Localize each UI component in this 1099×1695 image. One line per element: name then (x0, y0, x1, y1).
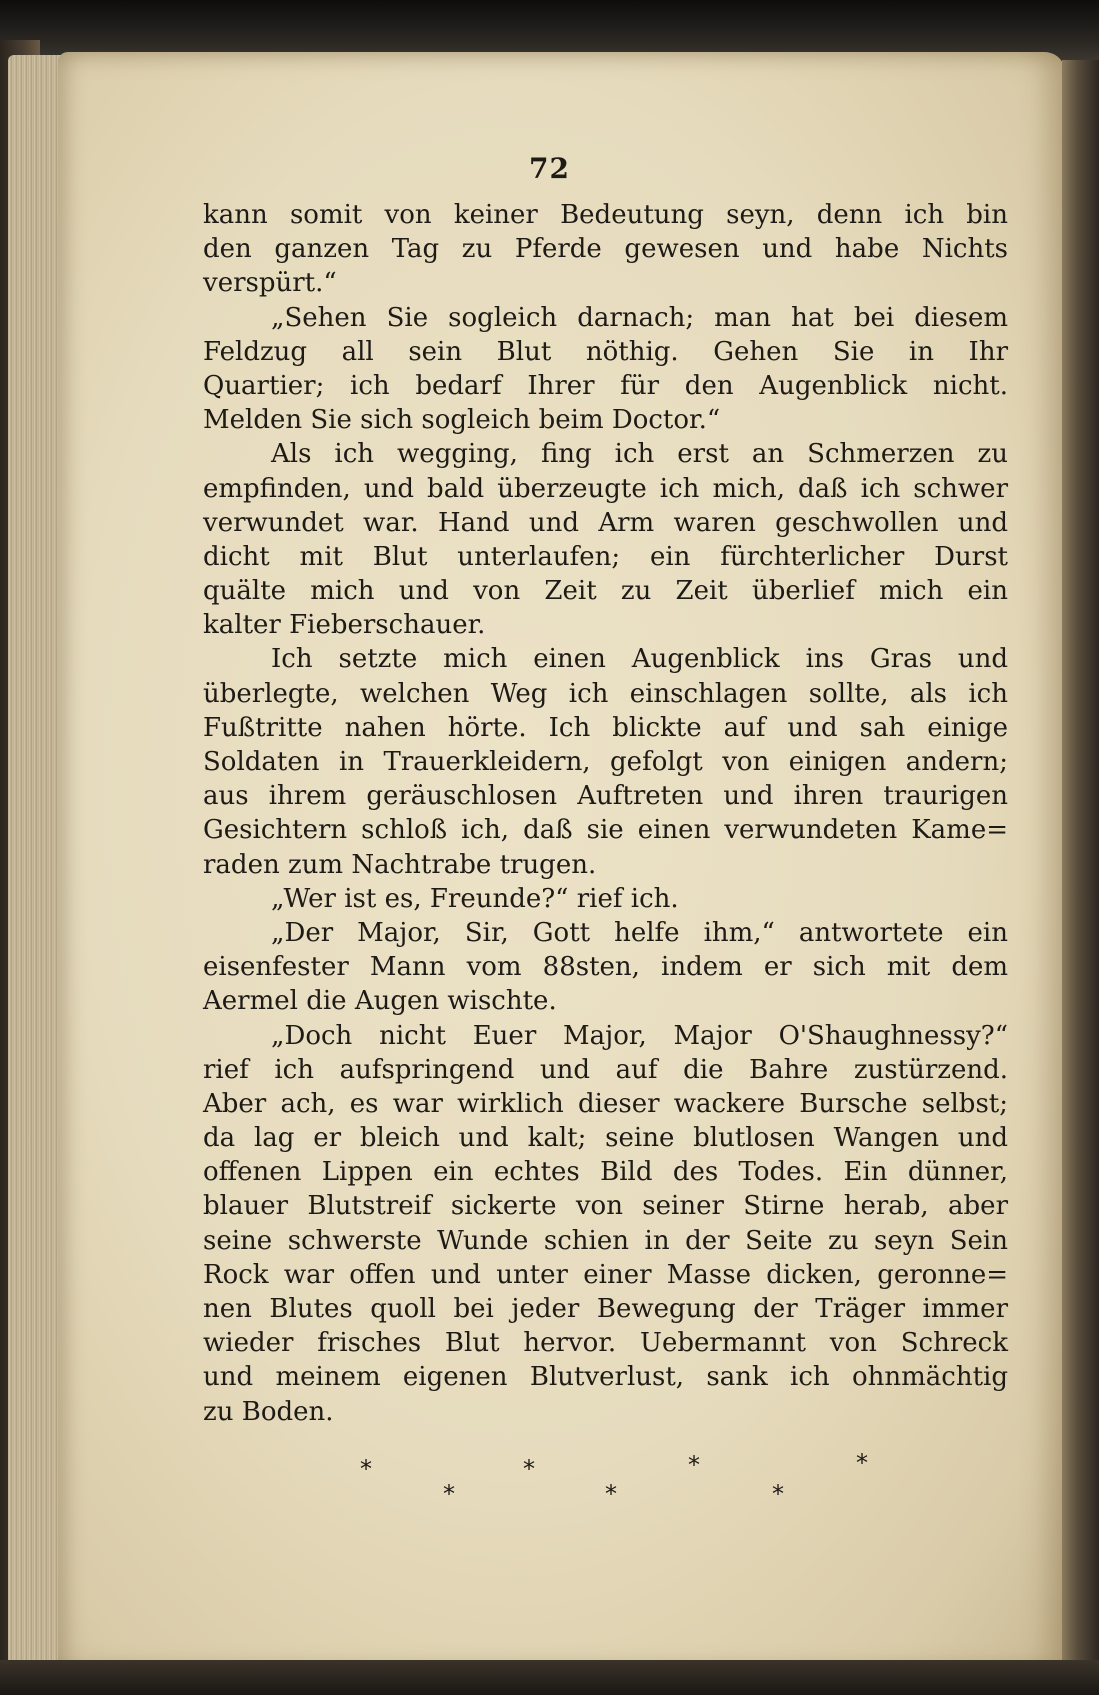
text-line: quälte mich und von Zeit zu Zeit überlief mich ein (203, 576, 1008, 607)
text-line: den ganzen Tag zu Pferde gewesen und habe Nichts (203, 234, 1008, 265)
right-page-edge (1062, 60, 1099, 1660)
text-line: Rock war offen und unter einer Masse dicken, geronne= (203, 1259, 1008, 1290)
text-line: wieder frisches Blut hervor. Uebermannt von Schreck (203, 1328, 1008, 1359)
text-line: rief ich aufspringend und auf die Bahre zustürzend. (203, 1054, 1008, 1085)
text-line: blauer Blutstreif sickerte von seiner Stirne herab, aber (203, 1191, 1008, 1222)
text-line: zu Boden. (203, 1396, 334, 1427)
text-line: Fußtritte nahen hörte. Ich blickte auf und sah einige (203, 712, 1008, 743)
separator-asterisk: * (772, 1480, 784, 1508)
text-line: Aermel die Augen wischte. (203, 986, 557, 1017)
page-number: 72 (529, 152, 570, 185)
text-line: Quartier; ich bedarf Ihrer für den Augenblick nicht. (203, 370, 1008, 401)
text-line: und meinem eigenen Blutverlust, sank ich ohnmächtig (203, 1362, 1008, 1393)
separator-asterisk: * (688, 1451, 700, 1479)
text-line: Ich setzte mich einen Augenblick ins Gras und (271, 644, 1008, 675)
text-line: überlegte, welchen Weg ich einschlagen sollte, als ich (203, 678, 1008, 709)
text-line: dicht mit Blut unterlaufen; ein fürchterlicher Durst (203, 541, 1008, 572)
separator-asterisk: * (605, 1480, 617, 1508)
text-line: nen Blutes quoll bei jeder Bewegung der Träger immer (203, 1294, 1008, 1324)
text-line: „Der Major, Sir, Gott helfe ihm,“ antwortete ein (271, 917, 1008, 948)
separator-asterisk: * (523, 1455, 535, 1483)
bottom-shadow (0, 1660, 1099, 1695)
text-line: „Wer ist es, Freunde?“ rief ich. (271, 883, 679, 914)
separator-asterisk: * (443, 1480, 455, 1508)
text-line: empfinden, und bald überzeugte ich mich, daß ich schwer (203, 473, 1008, 504)
text-line: seine schwerste Wunde schien in der Seite zu seyn Sein (203, 1225, 1008, 1256)
text-line: eisenfester Mann vom 88sten, indem er sich mit dem (203, 952, 1008, 983)
text-line: „Doch nicht Euer Major, Major O'Shaughnessy?“ (271, 1020, 1008, 1051)
text-line: verwundet war. Hand und Arm waren geschwollen und (203, 507, 1008, 538)
text-line: raden zum Nachtrabe trugen. (203, 849, 597, 880)
text-line: da lag er bleich und kalt; seine blutlosen Wangen und (203, 1123, 1008, 1154)
text-line: verspürt.“ (203, 268, 337, 299)
section-separator (0, 1449, 1099, 1515)
text-line: Aber ach, es war wirklich dieser wackere Bursche selbst; (203, 1088, 1008, 1119)
separator-asterisk: * (360, 1455, 372, 1483)
text-line: Feldzug all sein Blut nöthig. Gehen Sie in Ihr (203, 336, 1008, 367)
separator-asterisk: * (856, 1449, 868, 1477)
text-line: kann somit von keiner Bedeutung seyn, denn ich bin (203, 200, 1008, 230)
body-text (203, 198, 1008, 1429)
text-line: Gesichtern schloß ich, daß sie einen verwundeten Kame= (203, 815, 1008, 846)
text-line: offenen Lippen ein echtes Bild des Todes. Ein dünner, (203, 1157, 1008, 1188)
text-line: Als ich wegging, fing ich erst an Schmerzen zu (271, 439, 1008, 470)
text-line: aus ihrem geräuschlosen Auftreten und ihren traurigen (203, 781, 1008, 812)
text-line: Melden Sie sich sogleich beim Doctor.“ (203, 405, 721, 436)
text-line: kalter Fieberschauer. (203, 610, 486, 641)
top-shadow (0, 0, 1099, 60)
text-line: „Sehen Sie sogleich darnach; man hat bei diesem (271, 302, 1008, 333)
text-line: Soldaten in Trauerkleidern, gefolgt von einigen andern; (203, 747, 1008, 777)
